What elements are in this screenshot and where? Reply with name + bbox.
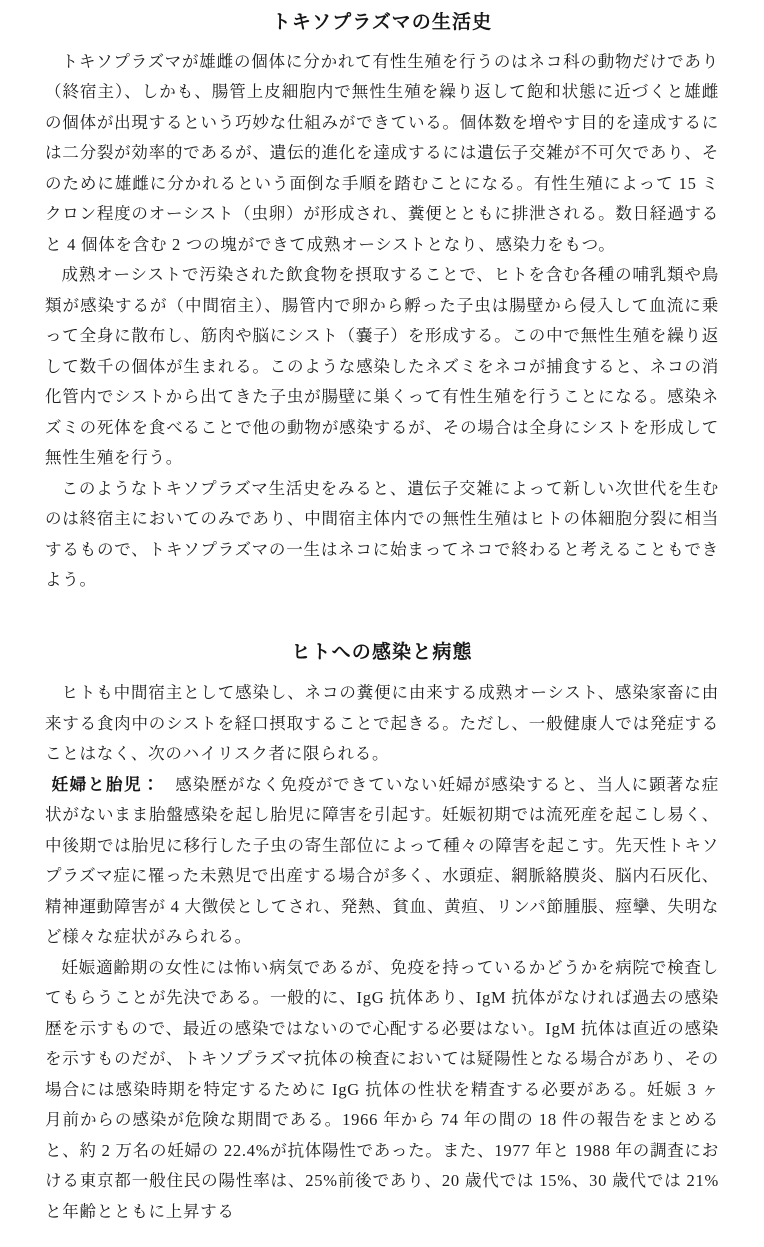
paragraph-antibody-testing: 妊娠適齢期の女性には怖い病気であるが、免疫を持っているかどうかを病院で検査してもらうことが先決である。一般的に、IgG 抗体あり、IgM 抗体がなければ過去の感染歴を示すもので、最近の感染ではないので心配する必要はない。IgM 抗体は直近の感染を示すものだが、トキソプラズマ抗体の検査においては疑陽性となる場合があり、その場合には感染時期を特定するために IgG 抗体の性状を精査する必要がある。妊娠 3 ヶ月前からの感染が危険な期間である。1966 年から 74 年の間の 18 件の報告をまとめると、約 2 万名の妊婦の 22.4%が抗体陽性であった。また、1977 年と 1988 年の調査における東京都一般住民の陽性率は、25%前後であり、20 歳代では 15%、30 歳代では 21%と年齢とともに上昇する bbox=[45, 957, 719, 1221]
paragraph-sexual-reproduction: トキソプラズマが雄雌の個体に分かれて有性生殖を行うのはネコ科の動物だけであり（終宿主）、しかも、腸管上皮細胞内で無性生殖を繰り返して飽和状態に近づくと雄雌の個体が出現するという巧妙な仕組みができている。個体数を増やす目的を達成するには二分裂が効率的であるが、遺伝的進化を達成するには遺伝子交雑が不可欠であり、そのために雄雌に分かれるという面倒な手順を踏むことになる。有性生殖によって 15 ミクロン程度のオーシスト（虫卵）が形成され、糞便とともに排泄される。数日経過すると 4 個体を含む 2 つの塊ができて成熟オーシストとなり、感染力をもつ。 bbox=[45, 51, 719, 254]
paragraph-pregnant-women-and-fetus bbox=[45, 770, 719, 953]
paragraph-life-cycle-summary: このようなトキソプラズマ生活史をみると、遺伝子交雑によって新しい次世代を生むのは終宿主においてのみであり、中間宿主体内での無性生殖はヒトの体細胞分裂に相当するもので、トキソプラズマの一生はネコに始まってネコで終わると考えることもできよう。 bbox=[45, 478, 719, 589]
section-heading-human-infection: ヒトへの感染と病態 bbox=[291, 641, 473, 663]
section-heading-life-history: トキソプラズマの生活史 bbox=[271, 12, 493, 33]
risk-item-label: 妊婦と胎児： bbox=[51, 774, 161, 794]
risk-item-text: 感染歴がなく免疫ができていない妊婦が感染すると、当人に顕著な症状がないまま胎盤感染を起し胎児に障害を引起す。妊娠初期では流死産を起こし易く、中後期では胎児に移行した子虫の寄生部位によって種々の障害を起こす。先天性トキソプラズマ症に罹った未熟児で出産する場合が多く、水頭症、網脈絡膜炎、脳内石灰化、精神運動障害が 4 大徴侯としてされ、発熱、貧血、黄疸、リンパ節腫脹、痙攣、失明など様々な症状がみられる。 bbox=[45, 774, 719, 946]
section-human-infection bbox=[45, 638, 719, 1228]
paragraph-infection-route: ヒトも中間宿主として感染し、ネコの糞便に由来する成熟オーシスト、感染家畜に由来する食肉中のシストを経口摂取することで起きる。ただし、一般健康人では発症することはなく、次のハイリスク者に限られる。 bbox=[45, 683, 719, 763]
section-life-history bbox=[45, 8, 719, 596]
paragraph-intermediate-host: 成熟オーシストで汚染された飲食物を摂取することで、ヒトを含む各種の哺乳類や鳥類が感染するが（中間宿主）、腸管内で卵から孵った子虫は腸壁から侵入して血流に乗って全身に散布し、筋肉や脳にシスト（嚢子）を形成する。この中で無性生殖を繰り返して数千の個体が生まれる。このような感染したネズミをネコが捕食すると、ネコの消化管内でシストから出てきた子虫が腸壁に巣くって有性生殖を行うことになる。感染ネズミの死体を食べることで他の動物が感染するが、その場合は全身にシストを形成して無性生殖を行う。 bbox=[45, 265, 719, 467]
